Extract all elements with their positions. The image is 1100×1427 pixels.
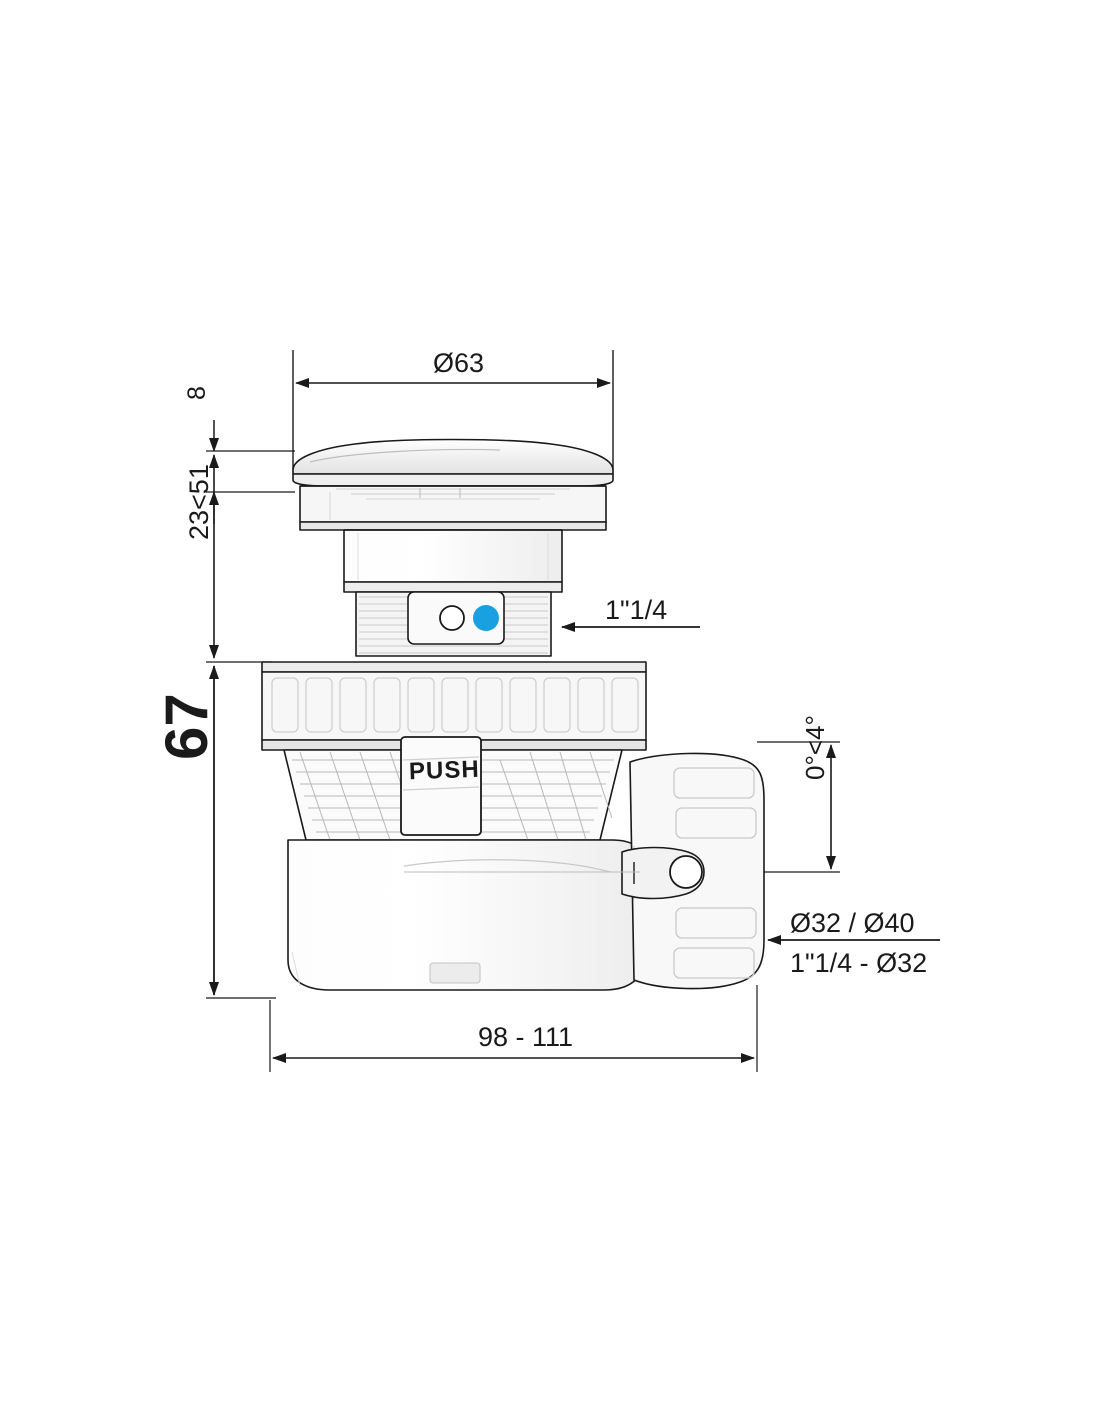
dim-outlet-thread: 1"1/4 - Ø32 [790, 948, 928, 978]
trap-body [288, 840, 644, 990]
drain-cover [293, 440, 613, 487]
dim-top-diameter: Ø63 [433, 348, 485, 378]
dim-cover-thickness: 8 [183, 386, 211, 400]
dim-inlet-thread: 1"1/4 [605, 595, 668, 625]
push-button-label: PUSH [408, 755, 481, 786]
upper-body [344, 530, 562, 592]
dim-total-length: 98 - 111 [478, 1022, 574, 1052]
seal-indicator [408, 592, 504, 644]
outlet-seal [622, 848, 704, 899]
drain-grate [300, 486, 606, 530]
drain-assembly [262, 440, 764, 991]
dim-outlet-angle: 0°<4° [800, 715, 830, 780]
dim-outlet-diameter: Ø32 / Ø40 [790, 908, 915, 938]
dim-total-height: 67 [153, 693, 220, 760]
dim-adjustable-height: 23<51 [184, 464, 214, 540]
